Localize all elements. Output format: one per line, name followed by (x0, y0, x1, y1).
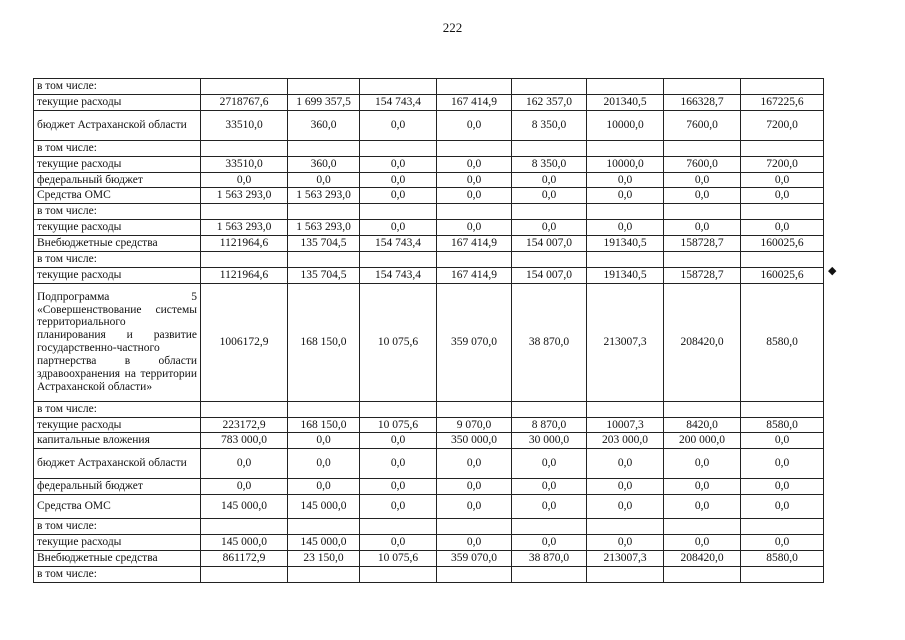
value-cell: 360,0 (288, 110, 360, 140)
value-cell: 8 350,0 (512, 110, 587, 140)
value-cell: 10000,0 (587, 156, 664, 172)
value-cell: 0,0 (360, 220, 437, 236)
value-cell: 191340,5 (587, 236, 664, 252)
row-label: бюджет Астраханской области (34, 110, 201, 140)
row-label: в том числе: (34, 79, 201, 95)
value-cell (201, 566, 288, 582)
row-label: в том числе: (34, 401, 201, 417)
value-cell: 0,0 (512, 220, 587, 236)
value-cell: 0,0 (664, 172, 741, 188)
margin-bullet-mark: ◆ (828, 265, 837, 277)
value-cell: 0,0 (437, 188, 512, 204)
value-cell: 0,0 (741, 449, 824, 479)
value-cell (741, 519, 824, 535)
value-cell (288, 79, 360, 95)
value-cell (437, 251, 512, 267)
value-cell: 1 699 357,5 (288, 94, 360, 110)
value-cell: 0,0 (512, 449, 587, 479)
value-cell: 0,0 (512, 535, 587, 551)
table-row (34, 236, 824, 252)
value-cell: 0,0 (437, 156, 512, 172)
value-cell (437, 79, 512, 95)
value-cell: 350 000,0 (437, 433, 512, 449)
value-cell: 201340,5 (587, 94, 664, 110)
table-row (34, 283, 824, 401)
page-number: 222 (442, 20, 463, 35)
value-cell (437, 566, 512, 582)
value-cell: 360,0 (288, 156, 360, 172)
table-row (34, 188, 824, 204)
value-cell (201, 140, 288, 156)
value-cell (741, 251, 824, 267)
value-cell: 200 000,0 (664, 433, 741, 449)
value-cell (201, 251, 288, 267)
value-cell: 168 150,0 (288, 283, 360, 401)
value-cell: 0,0 (664, 495, 741, 519)
value-cell (741, 204, 824, 220)
value-cell: 0,0 (587, 495, 664, 519)
value-cell: 8 350,0 (512, 156, 587, 172)
value-cell: 861172,9 (201, 550, 288, 566)
value-cell (360, 519, 437, 535)
value-cell: 0,0 (512, 479, 587, 495)
value-cell: 0,0 (201, 449, 288, 479)
table-row (34, 79, 824, 95)
value-cell: 145 000,0 (201, 535, 288, 551)
value-cell (741, 566, 824, 582)
value-cell (512, 566, 587, 582)
value-cell: 8580,0 (741, 283, 824, 401)
value-cell: 1 563 293,0 (288, 188, 360, 204)
value-cell: 162 357,0 (512, 94, 587, 110)
row-label: в том числе: (34, 519, 201, 535)
value-cell: 0,0 (360, 479, 437, 495)
value-cell (201, 401, 288, 417)
value-cell (664, 251, 741, 267)
row-label: текущие расходы (34, 94, 201, 110)
value-cell: 0,0 (587, 479, 664, 495)
value-cell: 7200,0 (741, 156, 824, 172)
value-cell: 145 000,0 (288, 495, 360, 519)
table-row (34, 94, 824, 110)
value-cell: 167 414,9 (437, 267, 512, 283)
value-cell: 0,0 (587, 449, 664, 479)
value-cell (741, 79, 824, 95)
row-label: федеральный бюджет (34, 172, 201, 188)
value-cell: 33510,0 (201, 156, 288, 172)
row-label: текущие расходы (34, 535, 201, 551)
value-cell: 223172,9 (201, 417, 288, 433)
table-row (34, 417, 824, 433)
value-cell: 0,0 (360, 495, 437, 519)
row-label: текущие расходы (34, 220, 201, 236)
value-cell: 135 704,5 (288, 267, 360, 283)
value-cell (512, 519, 587, 535)
value-cell: 0,0 (741, 172, 824, 188)
value-cell (437, 401, 512, 417)
value-cell (587, 204, 664, 220)
value-cell: 167225,6 (741, 94, 824, 110)
value-cell: 168 150,0 (288, 417, 360, 433)
value-cell (201, 204, 288, 220)
value-cell: 0,0 (741, 220, 824, 236)
row-label: текущие расходы (34, 267, 201, 283)
value-cell (741, 140, 824, 156)
value-cell (360, 79, 437, 95)
value-cell (360, 204, 437, 220)
value-cell: 167 414,9 (437, 236, 512, 252)
value-cell: 160025,6 (741, 236, 824, 252)
value-cell: 0,0 (664, 188, 741, 204)
value-cell: 33510,0 (201, 110, 288, 140)
value-cell: 8 870,0 (512, 417, 587, 433)
value-cell: 0,0 (360, 172, 437, 188)
budget-table (33, 78, 824, 583)
value-cell (587, 519, 664, 535)
table-row (34, 535, 824, 551)
value-cell: 213007,3 (587, 283, 664, 401)
value-cell (512, 79, 587, 95)
table-row (34, 156, 824, 172)
row-label: Подпрограмма 5 «Совершенствование системы территориального планирования и развитие государственно-частного партнерства в области здравоохранения на территории Астраханской области» (34, 283, 201, 401)
value-cell: 0,0 (437, 110, 512, 140)
value-cell: 10 075,6 (360, 283, 437, 401)
value-cell (201, 79, 288, 95)
value-cell: 0,0 (437, 495, 512, 519)
value-cell: 7200,0 (741, 110, 824, 140)
value-cell: 30 000,0 (512, 433, 587, 449)
value-cell: 359 070,0 (437, 283, 512, 401)
value-cell: 0,0 (741, 188, 824, 204)
value-cell (437, 140, 512, 156)
value-cell: 1006172,9 (201, 283, 288, 401)
value-cell: 8580,0 (741, 550, 824, 566)
value-cell: 0,0 (437, 449, 512, 479)
table-row (34, 172, 824, 188)
value-cell (512, 140, 587, 156)
value-cell: 0,0 (360, 433, 437, 449)
value-cell (288, 204, 360, 220)
value-cell: 0,0 (360, 156, 437, 172)
value-cell (741, 401, 824, 417)
value-cell: 0,0 (664, 535, 741, 551)
value-cell (288, 566, 360, 582)
value-cell: 166328,7 (664, 94, 741, 110)
budget-table-body (34, 79, 824, 583)
value-cell: 7600,0 (664, 110, 741, 140)
row-label: в том числе: (34, 204, 201, 220)
value-cell: 191340,5 (587, 267, 664, 283)
table-row (34, 479, 824, 495)
value-cell: 0,0 (288, 172, 360, 188)
value-cell: 23 150,0 (288, 550, 360, 566)
table-row (34, 251, 824, 267)
row-label: Внебюджетные средства (34, 236, 201, 252)
value-cell: 0,0 (587, 220, 664, 236)
value-cell: 0,0 (437, 479, 512, 495)
value-cell: 9 070,0 (437, 417, 512, 433)
table-row (34, 433, 824, 449)
value-cell: 0,0 (360, 110, 437, 140)
value-cell (664, 204, 741, 220)
value-cell: 208420,0 (664, 550, 741, 566)
table-row (34, 220, 824, 236)
value-cell: 0,0 (201, 479, 288, 495)
value-cell (512, 204, 587, 220)
row-label: федеральный бюджет (34, 479, 201, 495)
value-cell: 154 007,0 (512, 236, 587, 252)
value-cell: 0,0 (288, 449, 360, 479)
value-cell: 0,0 (360, 188, 437, 204)
value-cell: 213007,3 (587, 550, 664, 566)
value-cell: 0,0 (587, 535, 664, 551)
value-cell (664, 140, 741, 156)
value-cell: 7600,0 (664, 156, 741, 172)
value-cell: 0,0 (512, 495, 587, 519)
table-row (34, 495, 824, 519)
value-cell: 154 743,4 (360, 236, 437, 252)
value-cell (587, 401, 664, 417)
table-row (34, 566, 824, 582)
value-cell: 154 007,0 (512, 267, 587, 283)
value-cell (664, 401, 741, 417)
value-cell: 0,0 (587, 172, 664, 188)
value-cell (664, 79, 741, 95)
value-cell: 0,0 (512, 188, 587, 204)
table-row (34, 140, 824, 156)
value-cell (201, 519, 288, 535)
value-cell: 10007,3 (587, 417, 664, 433)
value-cell: 158728,7 (664, 236, 741, 252)
row-label: в том числе: (34, 566, 201, 582)
value-cell (360, 251, 437, 267)
value-cell: 0,0 (288, 433, 360, 449)
value-cell: 359 070,0 (437, 550, 512, 566)
value-cell: 8580,0 (741, 417, 824, 433)
value-cell (360, 401, 437, 417)
budget-table-container (33, 78, 823, 583)
value-cell (512, 401, 587, 417)
value-cell (437, 519, 512, 535)
value-cell: 1121964,6 (201, 236, 288, 252)
value-cell: 0,0 (437, 220, 512, 236)
table-row (34, 267, 824, 283)
value-cell: 38 870,0 (512, 550, 587, 566)
row-label: в том числе: (34, 251, 201, 267)
value-cell: 158728,7 (664, 267, 741, 283)
table-row (34, 110, 824, 140)
value-cell (587, 566, 664, 582)
value-cell: 10000,0 (587, 110, 664, 140)
value-cell: 2718767,6 (201, 94, 288, 110)
value-cell: 0,0 (664, 220, 741, 236)
value-cell: 0,0 (741, 479, 824, 495)
value-cell: 0,0 (360, 535, 437, 551)
value-cell: 0,0 (587, 188, 664, 204)
row-label: текущие расходы (34, 156, 201, 172)
value-cell: 167 414,9 (437, 94, 512, 110)
value-cell: 1121964,6 (201, 267, 288, 283)
value-cell: 1 563 293,0 (288, 220, 360, 236)
row-label: Средства ОМС (34, 495, 201, 519)
value-cell: 0,0 (741, 495, 824, 519)
value-cell (360, 566, 437, 582)
value-cell (288, 140, 360, 156)
value-cell: 0,0 (288, 479, 360, 495)
value-cell: 0,0 (664, 449, 741, 479)
value-cell: 145 000,0 (288, 535, 360, 551)
value-cell: 203 000,0 (587, 433, 664, 449)
value-cell (288, 251, 360, 267)
value-cell: 145 000,0 (201, 495, 288, 519)
value-cell (512, 251, 587, 267)
value-cell (360, 140, 437, 156)
value-cell: 0,0 (664, 479, 741, 495)
value-cell: 154 743,4 (360, 94, 437, 110)
value-cell: 0,0 (741, 433, 824, 449)
row-label: Средства ОМС (34, 188, 201, 204)
value-cell (288, 519, 360, 535)
value-cell: 8420,0 (664, 417, 741, 433)
table-row (34, 519, 824, 535)
value-cell: 783 000,0 (201, 433, 288, 449)
value-cell: 154 743,4 (360, 267, 437, 283)
value-cell: 10 075,6 (360, 417, 437, 433)
table-row (34, 204, 824, 220)
value-cell: 160025,6 (741, 267, 824, 283)
value-cell: 0,0 (437, 172, 512, 188)
value-cell (587, 251, 664, 267)
value-cell (664, 519, 741, 535)
value-cell: 0,0 (201, 172, 288, 188)
value-cell (587, 79, 664, 95)
row-label: Внебюджетные средства (34, 550, 201, 566)
value-cell: 0,0 (741, 535, 824, 551)
table-row (34, 449, 824, 479)
value-cell (288, 401, 360, 417)
value-cell (664, 566, 741, 582)
value-cell: 0,0 (360, 449, 437, 479)
row-label: бюджет Астраханской области (34, 449, 201, 479)
row-label: в том числе: (34, 140, 201, 156)
table-row (34, 550, 824, 566)
value-cell: 1 563 293,0 (201, 220, 288, 236)
value-cell: 0,0 (437, 535, 512, 551)
value-cell: 208420,0 (664, 283, 741, 401)
row-label: капитальные вложения (34, 433, 201, 449)
value-cell: 1 563 293,0 (201, 188, 288, 204)
value-cell: 38 870,0 (512, 283, 587, 401)
value-cell: 135 704,5 (288, 236, 360, 252)
row-label: текущие расходы (34, 417, 201, 433)
table-row (34, 401, 824, 417)
value-cell: 10 075,6 (360, 550, 437, 566)
value-cell (587, 140, 664, 156)
value-cell (437, 204, 512, 220)
value-cell: 0,0 (512, 172, 587, 188)
